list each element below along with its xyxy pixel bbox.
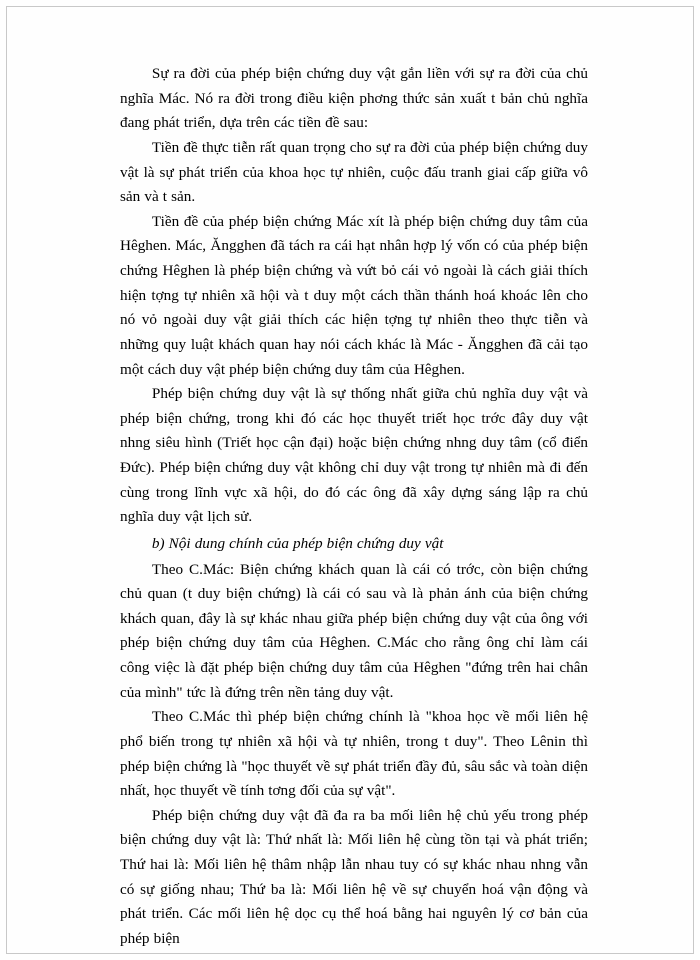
section-heading-b: b) Nội dung chính của phép biện chứng duy vật — [151, 535, 444, 553]
document-body — [120, 62, 588, 952]
paragraph-2: Tiền đề thực tiễn rất quan trọng cho sự ra đời của phép biện chứng duy vật là sự phát triển của khoa học tự nhiên, cuộc đấu tranh giai cấp giữa vô sản và t sản. — [120, 138, 588, 206]
paragraph-1: Sự ra đời của phép biện chứng duy vật gắn liền với sự ra đời của chủ nghĩa Mác. Nó ra đời trong điều kiện phơng thức sản xuất t bản chủ nghĩa đang phát triển, dựa trên các tiền đề sau: — [120, 65, 588, 132]
paragraph-4: Phép biện chứng duy vật là sự thống nhất giữa chủ nghĩa duy vật và phép biện chứng, trong khi đó các học thuyết triết học trớc đây duy vật nhng siêu hình (Triết học cận đại) hoặc biện chứng nhng duy tâm (cổ điển Đức). Phép biện chứng duy vật không chỉ duy vật trong tự nhiên mà đi đến cùng trong lĩnh vực xã hội, do đó các ông đã xây dựng sáng lập ra chủ nghĩa duy vật lịch sử. — [120, 385, 588, 526]
paragraph-6: Theo C.Mác: Biện chứng khách quan là cái có trớc, còn biện chứng chủ quan (t duy biện chứng) là cái có sau và là phản ánh của biện chứng khách quan, đây là sự khác nhau giữa phép biện chứng duy vật của ông với phép biện chứng duy tâm của Hêghen. C.Mác cho rằng ông chỉ làm cái công việc là đặt phép biện chứng duy tâm của Hêghen "đứng trên hai chân của mình" tức là đứng trên nền tảng duy vật. — [120, 560, 588, 701]
paragraph-7: Theo C.Mác thì phép biện chứng chính là "khoa học về mối liên hệ phổ biến trong tự nhiên xã hội và tự nhiên, trong t duy". Theo Lênin thì phép biện chứng là "học thuyết về sự phát triển đầy đủ, sâu sắc và toàn diện nhất, học thuyết về tính tơng đối của sự vật". — [120, 708, 588, 800]
paragraph-3: Tiền đề của phép biện chứng Mác xít là phép biện chứng duy tâm của Hêghen. Mác, Ăngghen đã tách ra cái hạt nhân hợp lý vốn có của phép biện chứng Hêghen là phép biện chứng và vứt bỏ cái vỏ ngoài là cách giải thích hiện tợng tự nhiên xã hội và t duy một cách thần thánh hoá khoác lên cho nó vỏ ngoài duy vật giải thích các hiện tợng tự nhiên theo thực tiễn và những quy luật khách quan hay nói cách khác là Mác - Ăngghen đã cải tạo một cách duy vật phép biện chứng duy tâm của Hêghen. — [120, 212, 588, 378]
paragraph-8: Phép biện chứng duy vật đã đa ra ba mối liên hệ chủ yếu trong phép biện chứng duy vật là: Thứ nhất là: Mối liên hệ cùng tồn tại và phát triển; Thứ hai là: Mối liên hệ thâm nhập lẫn nhau tuy có sự khác nhau nhng vẫn có sự giống nhau; Thứ ba là: Mối liên hệ về sự chuyển hoá vận động và phát triển. Các mối liên hệ dọc cụ thể hoá bằng hai nguyên lý cơ bản của phép biện — [120, 806, 588, 947]
